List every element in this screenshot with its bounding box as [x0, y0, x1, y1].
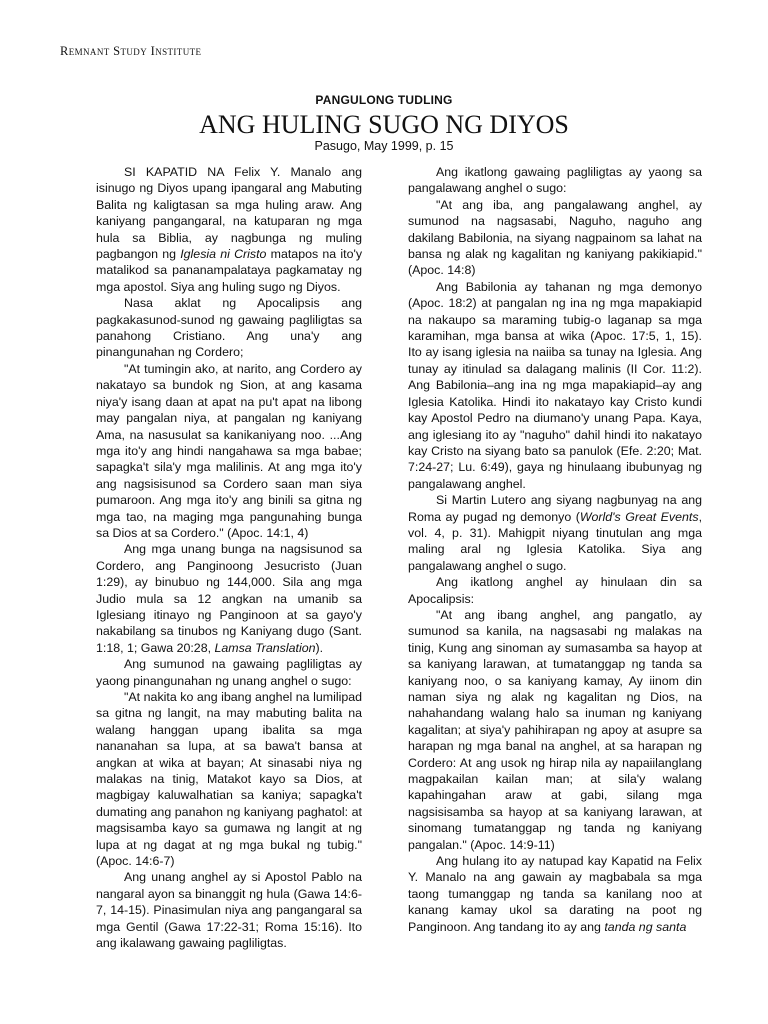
paragraph: Ang ikatlong anghel ay hinulaan din sa Apocalipsis:: [408, 575, 702, 606]
paragraph: Ang Babilonia ay tahanan ng mga demonyo (Apoc. 18:2) at pangalan ng ina ng mga mapakiapid na nakaupo sa maraming tubig-o laganap sa mga karamihan, mga bansa at wika (Apoc. 17:5, 1, 15). Ito ay isang iglesia na naiiba sa tunay na Iglesia. Ang tunay ay itinulad sa dalagang malinis (II Cor. 11:2). Ang Babilonia–ang ina ng mga mapakiapid–ay ang Iglesia Katolika. Hindi ito nakatayo kay Cristo kundi kay Apostol Pedro na diumano'y unang Papa. Kaya, ang iglesiang ito ay "naguho" dahil hindi ito nakatayo kay Cristo na siyang bato sa panulok (Efe. 2:20; Mat. 7:24-27; Lu. 6:49), gaya ng hinulaang ibubunyag ng pangalawang anghel.: [408, 279, 702, 491]
paragraph: "At tumingin ako, at narito, ang Cordero ay nakatayo sa bundok ng Sion, at ang kasama niya'y isang daan at apat na pu't apat na libong may pangalan niya, at pangalan ng kaniyang Ama, na nasusulat sa kanikaniyang noo. ...Ang mga ito'y ang hindi nangahawa sa mga babae; sapagka't sila'y mga malilinis. At ang mga ito'y ang nagsisisunod sa Cordero saan man siya pumaroon. Ang mga ito'y ang binili sa gitna ng mga tao, na maging mga pangunahing bunga sa Dios at sa Cordero." (Apoc. 14:1, 4): [96, 361, 362, 540]
publisher-header: Remnant Study Institute: [60, 44, 202, 58]
paragraph: SI KAPATID NA Felix Y. Manalo ang isinugo ng Diyos upang ipangaral ang Mabuting Balita ng kaligtasan sa mga huling araw. Ang kaniyang pangangaral, na katuparan ng mga hula sa Biblia, ay nagbunga ng muling pagbangon ng Iglesia ni Cristo matapos na ito'y matalikod sa pananampalataya pagkamatay ng mga apostol. Siya ang huling sugo ng Diyos.: [96, 165, 363, 294]
paragraph: "At ang ibang anghel, ang pangatlo, ay sumunod sa kanila, na nagsasabi ng malakas na tinig, Kung ang sinoman ay sumasamba sa hayop at sa kaniyang larawan, at tumatanggap ng tanda sa kaniyang noo, o sa kaniyang kamay, Ay iinom din naman siya ng alak ng kagalitan ng Dios, na nahahandang walang halo sa inuman ng kaniyang kagalitan; at siya'y pahihirapan ng apoy at asupre sa harapan ng mga banal na anghel, at sa harapan ng Cordero: At ang usok ng hirap nila ay napaiilanglang magpakailan kailan man; at sila'y walang kapahingahan araw at gabi, silang mga nagsisisamba sa hayop at sa kaniyang larawan, at sinomang tumatanggap ng tanda ng kaniyang pangalan." (Apoc. 14:9-11): [408, 607, 702, 852]
paragraph: Si Martin Lutero ang siyang nagbunyag na ang Roma ay pugad ng demonyo (World's Great Events, vol. 4, p. 31). Mahigpit niyang tinutulan ang mga maling aral ng Iglesia Katolika. Siya ang pangalawang anghel o sugo.: [408, 493, 703, 573]
paragraph: Ang hulang ito ay natupad kay Kapatid na Felix Y. Manalo na ang gawain ay magbabala sa mga taong tumanggap ng tanda sa kanilang noo at kanang kamay ukol sa darating na poot ng Panginoon. Ang tandang ito ay ang tanda ng santa: [408, 854, 702, 934]
paragraph: Ang ikatlong gawaing pagliligtas ay yaong sa pangalawang anghel o sugo:: [408, 165, 702, 196]
paragraph: Ang sumunod na gawaing pagliligtas ay yaong pinangunahan ng unang anghel o sugo:: [96, 657, 362, 688]
article-source: Pasugo, May 1999, p. 15: [314, 139, 454, 153]
paragraph: Nasa aklat ng Apocalipsis ang pagkakasunod-sunod ng gawaing pagliligtas sa panahong Cristiano. Ang una'y ang pinangunahan ng Cordero;: [96, 296, 362, 360]
right-column: [408, 164, 702, 935]
article-title: ANG HULING SUGO NG DIYOS: [199, 110, 569, 139]
paragraph: "At ang iba, ang pangalawang anghel, ay sumunod na nagsasabi, Naguho, naguho ang dakilang Babilonia, na siyang nagpainom sa lahat na bansa ng alak ng kagalitan ng kaniyang pakikiapid." (Apoc. 14:8): [408, 197, 702, 278]
paragraph: Ang mga unang bunga na nagsisunod sa Cordero, ang Panginoong Jesucristo (Juan 1:29), ay binubuo ng 144,000. Sila ang mga Judio mula sa 12 angkan na umanib sa Iglesiang itinayo ng Panginoon at sa gayo'y nakabilang sa tinubos ng Kaniyang dugo (Sant. 1:18, 1; Gawa 20:28, Lamsa Translation).: [96, 542, 362, 655]
section-kicker: PANGULONG TUDLING: [315, 93, 453, 107]
paragraph: "At nakita ko ang ibang anghel na lumilipad sa gitna ng langit, na may mabuting balita na walang hanggan upang ibalita sa mga nananahan sa lupa, at sa bawa't bansa at angkan at wika at bayan; At sinasabi niya ng malakas na tinig, Matakot kayo sa Dios, at magbigay kaluwalhatian sa kaniya; sapagka't dumating ang panahon ng kaniyang paghatol: at magsisamba kayo sa gumawa ng langit at ng lupa at ng dagat at ng mga bukal ng tubig." (Apoc. 14:6-7): [96, 690, 362, 869]
paragraph: Ang unang anghel ay si Apostol Pablo na nangaral ayon sa binanggit ng hula (Gawa 14:6-7, 14-15). Pinasimulan niya ang pangangaral sa mga Gentil (Gawa 17:22-31; Roma 15:16). Ito ang ikalawang gawaing pagliligtas.: [96, 870, 362, 951]
left-column: [96, 164, 362, 952]
